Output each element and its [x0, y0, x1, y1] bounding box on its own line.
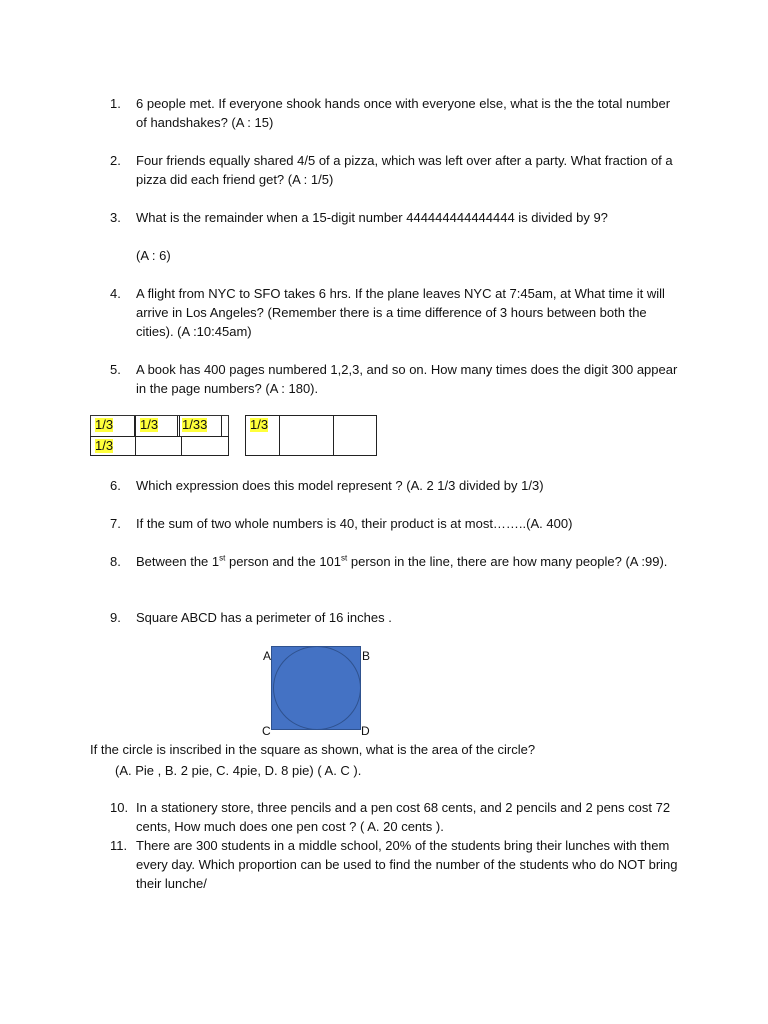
question-5 [110, 360, 680, 398]
question-text: 6 people met. If everyone shook hands once with everyone else, what is the the total number of handshakes? (A : 15) [136, 96, 671, 130]
question-7 [110, 514, 680, 533]
superscript: st [219, 553, 226, 563]
question-text: There are 300 students in a middle school, 20% of the students bring their lunches with them every day. Which proportion can be used to find the number of the students who do NOT bring their lunche/ [136, 838, 678, 891]
text-part: person in the line, there are how many people? (A :99). [347, 554, 668, 569]
fraction-cell [135, 436, 182, 456]
fraction-cell [245, 415, 280, 456]
fraction-cell [90, 436, 136, 456]
figure-answer-options: (A. Pie , B. 2 pie, C. 4pie, D. 8 pie) ( A. C ). [115, 763, 362, 778]
fraction-cell [279, 415, 334, 456]
vertex-label-a: A [263, 649, 272, 663]
question-number: 1. [110, 96, 121, 111]
question-text: Which expression does this model represent ? (A. 2 1/3 divided by 1/3) [136, 478, 544, 493]
fraction-label: 1/3 [140, 417, 159, 432]
question-number: 11. [110, 838, 128, 853]
question-text: In a stationery store, three pencils and a pen cost 68 cents, and 2 pencils and 2 pens cost 72 cents, How much does one pen cost ? ( A. 20 cents ). [136, 800, 671, 834]
question-number: 2. [110, 153, 121, 168]
question-number: 3. [110, 210, 121, 225]
question-2 [110, 151, 680, 189]
question-answer: (A : 6) [136, 248, 171, 263]
question-4 [110, 284, 680, 341]
fraction-cell [181, 436, 229, 456]
question-text: What is the remainder when a 15-digit number 444444444444444 is divided by 9? [136, 210, 608, 225]
text-part: person and the 101 [225, 554, 342, 569]
question-number: 7. [110, 516, 121, 531]
question-number: 8. [110, 554, 121, 569]
fraction-cell [333, 415, 377, 456]
question-number: 10. [110, 800, 129, 815]
question-number: 6. [110, 478, 121, 493]
fraction-label: 1/3 [95, 417, 114, 432]
question-text: Square ABCD has a perimeter of 16 inches . [136, 610, 392, 625]
text-part: Between the 1 [136, 554, 220, 569]
fraction-label: 1/3 [95, 438, 114, 453]
question-text: If the sum of two whole numbers is 40, their product is at most……..(A. 400) [136, 516, 573, 531]
question-number: 5. [110, 362, 121, 377]
question-11 [110, 836, 680, 893]
question-6 [110, 476, 680, 495]
vertex-label-d: D [361, 724, 370, 738]
fraction-label: 1/33 [182, 417, 208, 432]
vertex-label-b: B [362, 649, 371, 663]
question-text: A book has 400 pages numbered 1,2,3, and so on. How many times does the digit 300 appear in the page numbers? (A : 180). [136, 362, 678, 396]
question-9 [110, 608, 680, 627]
superscript: st [341, 553, 348, 563]
question-number: 9. [110, 610, 121, 625]
question-text: A flight from NYC to SFO takes 6 hrs. If the plane leaves NYC at 7:45am, at What time it will arrive in Los Angeles? (Remember there is a time difference of 3 hours between both the cities). (A :10:45am) [136, 286, 665, 339]
vertex-label-c: C [262, 724, 271, 738]
figure-question: If the circle is inscribed in the square as shown, what is the area of the circle? [90, 742, 536, 757]
inscribed-circle [273, 646, 361, 730]
question-number: 4. [110, 286, 121, 301]
question-text: Four friends equally shared 4/5 of a pizza, which was left over after a party. What fraction of a pizza did each friend get? (A : 1/5) [136, 153, 673, 187]
question-8 [110, 552, 680, 571]
question-text [136, 552, 680, 571]
question-10 [110, 798, 680, 836]
fraction-label: 1/3 [250, 417, 269, 432]
question-3 [110, 208, 680, 265]
question-1 [110, 94, 680, 132]
